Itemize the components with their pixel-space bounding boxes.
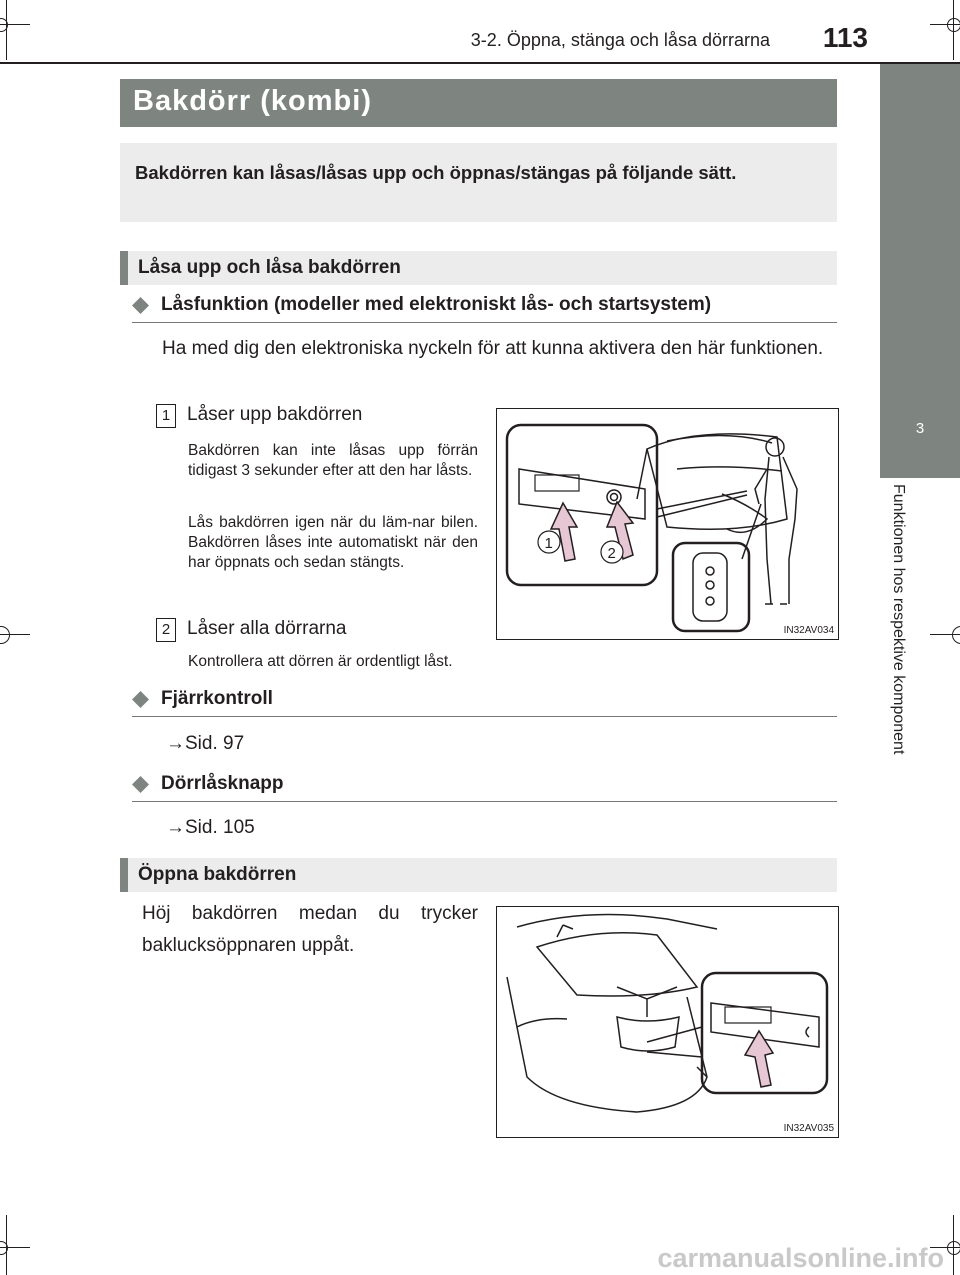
figure-code: IN32AV034 xyxy=(783,625,834,636)
lock-function-description: Ha med dig den elektroniska nyckeln för att kunna aktivera den här funktionen. xyxy=(162,338,824,359)
figure-code: IN32AV035 xyxy=(783,1123,834,1134)
item-1-note-2: Lås bakdörren igen när du läm-nar bilen. Bakdörren låses inte automatiskt när den har öppnats och sedan stängts. xyxy=(188,514,478,571)
page-number: 113 xyxy=(822,22,868,53)
intro-box xyxy=(120,143,837,222)
subsection-heading-text: Fjärrkontroll xyxy=(161,688,273,709)
section-heading-open xyxy=(120,858,837,892)
subsection-heading-door-lock-button xyxy=(132,771,837,802)
door-lock-page-reference[interactable]: →Sid. 105 xyxy=(166,817,255,838)
section-heading-lock-unlock xyxy=(120,251,837,285)
subsection-heading-text: Dörrlåsknapp xyxy=(161,773,284,794)
car-rear-door-illustration xyxy=(497,409,838,639)
subsection-heading-lock-function xyxy=(132,292,837,323)
crop-mark-mid-left xyxy=(0,610,40,660)
crop-mark-top-left xyxy=(0,0,40,60)
item-number-1: 1 xyxy=(156,404,176,428)
figure-callout-2: 2 xyxy=(607,545,616,562)
watermark: carmanualsonline.info xyxy=(657,1243,944,1273)
diamond-icon xyxy=(132,297,149,314)
subsection-heading-remote xyxy=(132,686,837,717)
chapter-tab-number: 3 xyxy=(915,420,925,437)
diamond-icon xyxy=(132,776,149,793)
chapter-side-label-text: Funktionen hos respektive komponent xyxy=(890,484,907,755)
header-rule xyxy=(0,62,960,64)
page-title: Bakdörr (kombi) xyxy=(133,85,372,117)
figure-callout-1: 1 xyxy=(544,535,553,552)
crop-mark-mid-right xyxy=(920,610,960,660)
section-heading-text: Låsa upp och låsa bakdörren xyxy=(138,257,401,278)
crop-mark-bottom-left xyxy=(0,1215,40,1275)
section-heading-text: Öppna bakdörren xyxy=(138,864,297,885)
chapter-side-label xyxy=(883,484,913,824)
remote-page-reference[interactable]: →Sid. 97 xyxy=(166,733,245,754)
item-number-2: 2 xyxy=(156,618,176,642)
item-2-label: Låser alla dörrarna xyxy=(187,618,347,639)
car-rear-opener-illustration xyxy=(497,907,838,1137)
diamond-icon xyxy=(132,691,149,708)
figure-open-rear-door xyxy=(496,906,839,1138)
page-title-band xyxy=(120,79,837,127)
header-chapter-title: 3-2. Öppna, stänga och låsa dörrarna xyxy=(470,30,770,50)
crop-mark-top-right xyxy=(920,0,960,60)
item-1-note-1: Bakdörren kan inte låsas upp förrän tidigast 3 sekunder efter att den har låsts. xyxy=(188,442,478,479)
item-1-label: Låser upp bakdörren xyxy=(187,404,363,425)
figure-lock-function xyxy=(496,408,839,640)
item-2-note: Kontrollera att dörren är ordentligt låst. xyxy=(188,653,453,670)
open-description: Höj bakdörren medan du trycker baklucksöppnaren uppåt. xyxy=(142,903,478,956)
subsection-heading-text: Låsfunktion (modeller med elektroniskt lås- och startsystem) xyxy=(161,294,712,315)
intro-text: Bakdörren kan låsas/låsas upp och öppnas/stängas på följande sätt. xyxy=(135,162,737,183)
chapter-side-tab xyxy=(880,64,960,478)
